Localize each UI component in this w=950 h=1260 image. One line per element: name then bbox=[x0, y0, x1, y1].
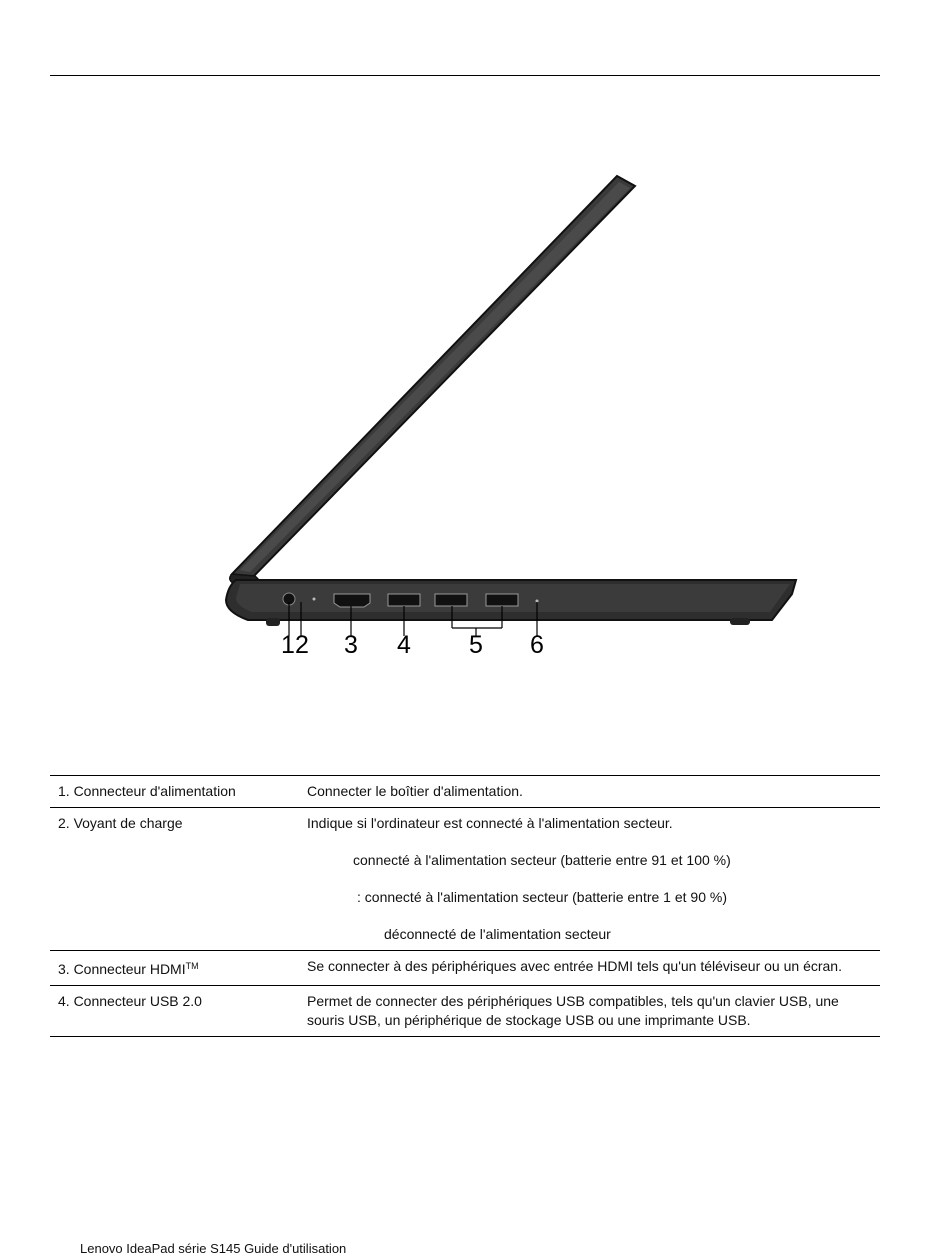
charge-state-line bbox=[307, 888, 872, 907]
callout-4: 4 bbox=[397, 631, 411, 659]
usb-3-port-a bbox=[435, 594, 467, 606]
connector-description: Se connecter à des périphériques avec entrée HDMI tels qu'un téléviseur ou un écran. bbox=[307, 958, 842, 974]
laptop-foot-rear bbox=[730, 618, 750, 625]
hdmi-port bbox=[334, 594, 370, 607]
connector-description: Connecter le boîtier d'alimentation. bbox=[307, 783, 523, 799]
charge-led-blank bbox=[307, 925, 384, 944]
charge-led-blank bbox=[307, 888, 357, 907]
callout-5: 5 bbox=[469, 631, 483, 659]
laptop-foot-front bbox=[266, 618, 280, 626]
connector-description-cell bbox=[299, 808, 880, 951]
usb-3-port-b bbox=[486, 594, 518, 606]
connector-description: Indique si l'ordinateur est connecté à l'alimentation secteur. bbox=[307, 815, 673, 831]
charge-led-blank bbox=[307, 851, 353, 870]
charge-state-line bbox=[307, 851, 872, 870]
table-row bbox=[50, 808, 880, 951]
callout-6: 6 bbox=[530, 631, 544, 659]
connector-description: Permet de connecter des périphériques USB compatibles, tels qu'un clavier USB, une souris USB, un périphérique de stockage USB ou une imprimante USB. bbox=[307, 993, 839, 1028]
charge-state-line bbox=[307, 925, 872, 944]
callout-3: 3 bbox=[344, 631, 358, 659]
table-row bbox=[50, 776, 880, 808]
connector-name: 4. Connecteur USB 2.0 bbox=[58, 993, 202, 1009]
page-footer: Lenovo IdeaPad série S145 Guide d'utilisation bbox=[80, 1241, 347, 1256]
connector-name-cell bbox=[50, 951, 299, 986]
table-row bbox=[50, 986, 880, 1037]
callout-1: 1 bbox=[281, 631, 295, 659]
charge-state-text: : connecté à l'alimentation secteur (batterie entre 1 et 90 %) bbox=[357, 889, 727, 905]
connector-name: 1. Connecteur d'alimentation bbox=[58, 783, 236, 799]
charge-indicator-led bbox=[313, 598, 316, 601]
charge-state-text: connecté à l'alimentation secteur (batterie entre 91 et 100 %) bbox=[353, 852, 731, 868]
connector-name: 2. Voyant de charge bbox=[58, 815, 183, 831]
connector-name: 3. Connecteur HDMI bbox=[58, 961, 186, 977]
callout-2: 2 bbox=[295, 631, 309, 659]
charge-state-text: déconnecté de l'alimentation secteur bbox=[384, 926, 611, 942]
usb-2-port bbox=[388, 594, 420, 606]
trademark-superscript: TM bbox=[185, 961, 199, 971]
table-row bbox=[50, 951, 880, 986]
connector-table bbox=[50, 775, 880, 1037]
